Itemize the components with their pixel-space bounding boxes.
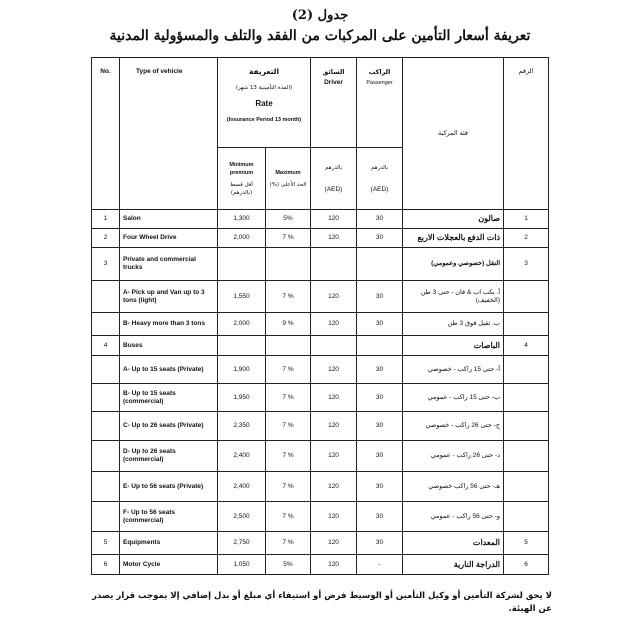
header-rate: [218, 58, 311, 148]
row-passenger: 30: [357, 281, 403, 313]
row-type: B- Heavy more than 3 tons: [120, 313, 218, 336]
row-num: 1: [504, 210, 549, 229]
row-max: 7 %: [266, 356, 311, 384]
row-driver: 120: [311, 412, 357, 441]
row-passenger: 30: [357, 356, 403, 384]
table-row: [92, 336, 549, 356]
row-category: أ. بكب اب & فان - حتى 3 طن (الخفيف): [403, 281, 504, 313]
row-passenger: 30: [357, 313, 403, 336]
row-type: Buses: [120, 336, 218, 356]
row-no: [92, 412, 120, 441]
row-no: 5: [92, 532, 120, 555]
row-no: [92, 472, 120, 502]
table-row: [92, 555, 549, 575]
table-row: [92, 441, 549, 472]
row-passenger: 30: [357, 210, 403, 229]
row-type: Four Wheel Drive: [120, 229, 218, 248]
header-driver-en: Driver: [324, 79, 343, 86]
row-passenger: 30: [357, 472, 403, 502]
table-row: [92, 210, 549, 229]
row-num: [504, 313, 549, 336]
row-max: 7 %: [266, 384, 311, 412]
row-no: [92, 313, 120, 336]
rates-table: [91, 57, 549, 575]
row-category: الباصات: [403, 336, 504, 356]
row-max: 5%: [266, 210, 311, 229]
row-type: Salon: [120, 210, 218, 229]
row-max: 9 %: [266, 313, 311, 336]
row-passenger: 30: [357, 412, 403, 441]
header-min-ar: أقل قسط (بالدرهم): [230, 181, 253, 196]
row-no: [92, 441, 120, 472]
row-num: [504, 412, 549, 441]
row-passenger: 30: [357, 502, 403, 532]
row-max: 7 %: [266, 281, 311, 313]
row-max: 7 %: [266, 472, 311, 502]
row-min: 2,500: [218, 502, 266, 532]
header-max-ar: الحد الأعلى (%): [269, 181, 307, 188]
row-type: D- Up to 26 seats (commercial): [120, 441, 218, 472]
header-passenger-unit-ar: بالدرهم: [371, 164, 389, 171]
row-type: Private and commercial trucks: [120, 248, 218, 281]
table-row: [92, 472, 549, 502]
table-row: [92, 313, 549, 336]
header-driver: [311, 58, 357, 148]
row-driver: 120: [311, 555, 357, 575]
row-max: 7 %: [266, 229, 311, 248]
row-type: Motor Cycle: [120, 555, 218, 575]
header-period-ar: (المدة التأمينية 13 شهر): [235, 85, 293, 91]
row-num: 4: [504, 336, 549, 356]
row-driver: 120: [311, 281, 357, 313]
row-driver: 120: [311, 229, 357, 248]
row-category: ب- حتى 15 راكب - عمومي: [403, 384, 504, 412]
row-min: 2,350: [218, 412, 266, 441]
row-no: [92, 356, 120, 384]
table-row: [92, 356, 549, 384]
header-no: No.: [92, 58, 120, 210]
row-max: 7 %: [266, 532, 311, 555]
row-min: 1,900: [218, 356, 266, 384]
header-max-en: Maximum: [275, 169, 301, 176]
header-min-premium: [218, 148, 266, 210]
header-category-ar: فئة المركبة: [403, 58, 504, 210]
row-num: [504, 441, 549, 472]
row-driver: 120: [311, 210, 357, 229]
table-row: [92, 248, 549, 281]
row-passenger: [357, 336, 403, 356]
header-driver-aed: (AED): [324, 185, 343, 193]
row-passenger: -: [357, 555, 403, 575]
row-passenger: 30: [357, 441, 403, 472]
table-row: [92, 229, 549, 248]
header-number-ar: الرقم: [504, 58, 549, 210]
row-no: 1: [92, 210, 120, 229]
row-no: 4: [92, 336, 120, 356]
footer-note: لا يحق لشركة التأمين أو وكيل التأمين أو الوسيط فرض أو استيفاء أي مبلغ أو بدل إضافي إلا بموجب قرار يصدر عن الهيئة.: [92, 591, 552, 614]
row-num: 6: [504, 555, 549, 575]
row-type: E- Up to 56 seats (Private): [120, 472, 218, 502]
row-no: 2: [92, 229, 120, 248]
row-type: Equipments: [120, 532, 218, 555]
row-category: النقل (خصوصي وعمومي): [403, 248, 504, 281]
row-passenger: [357, 248, 403, 281]
table-row: [92, 532, 549, 555]
row-min: 1,550: [218, 281, 266, 313]
header-period-en: (Insurance Period 13 month): [226, 117, 302, 123]
row-driver: [311, 248, 357, 281]
row-no: [92, 281, 120, 313]
row-driver: 120: [311, 472, 357, 502]
row-driver: 120: [311, 384, 357, 412]
row-max: [266, 336, 311, 356]
table-row: [92, 281, 549, 313]
row-min: [218, 336, 266, 356]
row-min: 2,000: [218, 313, 266, 336]
row-min: 2,400: [218, 472, 266, 502]
header-tariff-ar: التعريفة: [248, 67, 280, 76]
row-no: [92, 502, 120, 532]
row-min: 1,950: [218, 384, 266, 412]
row-max: 7 %: [266, 502, 311, 532]
row-no: 3: [92, 248, 120, 281]
header-driver-unit-ar: بالدرهم: [325, 164, 343, 171]
table-row: [92, 412, 549, 441]
header-row-top: [92, 58, 549, 148]
header-type-of-vehicle: Type of vehicle: [120, 58, 218, 210]
table-number: جدول (2): [291, 8, 349, 23]
row-max: 5%: [266, 555, 311, 575]
row-num: [504, 384, 549, 412]
row-num: 3: [504, 248, 549, 281]
row-category: الدراجة النارية: [403, 555, 504, 575]
row-min: 1,300: [218, 210, 266, 229]
row-driver: 120: [311, 441, 357, 472]
row-category: المعدات: [403, 532, 504, 555]
header-passenger-ar: الراكب: [368, 68, 391, 76]
row-num: [504, 472, 549, 502]
header-max: [266, 148, 311, 210]
row-min: 1,050: [218, 555, 266, 575]
header-passenger-unit: [357, 148, 403, 210]
header-passenger-aed: (AED): [370, 185, 389, 193]
header-rate-en: Rate: [255, 99, 273, 108]
row-min: 2,750: [218, 532, 266, 555]
row-driver: [311, 336, 357, 356]
row-no: 6: [92, 555, 120, 575]
row-category: ب. ثقيل فوق 3 طن: [403, 313, 504, 336]
row-min: 2,400: [218, 441, 266, 472]
row-num: [504, 281, 549, 313]
table-row: [92, 384, 549, 412]
row-category: د- حتى 26 راكب - عمومي: [403, 441, 504, 472]
document-title: تعريفة أسعار التأمين على المركبات من الفقد والتلف والمسؤولية المدنية: [109, 28, 531, 44]
header-passenger-en: Passenger: [366, 80, 393, 86]
row-num: 5: [504, 532, 549, 555]
row-passenger: 30: [357, 229, 403, 248]
row-max: 7 %: [266, 412, 311, 441]
row-driver: 120: [311, 356, 357, 384]
header-passenger: [357, 58, 403, 148]
row-type: A- Up to 15 seats (Private): [120, 356, 218, 384]
row-num: [504, 356, 549, 384]
row-type: A- Pick up and Van up to 3 tons (light): [120, 281, 218, 313]
row-type: B- Up to 15 seats (commercial): [120, 384, 218, 412]
header-driver-unit: [311, 148, 357, 210]
row-passenger: 30: [357, 532, 403, 555]
row-driver: 120: [311, 502, 357, 532]
row-category: ذات الدفع بالعجلات الاربع: [403, 229, 504, 248]
row-passenger: 30: [357, 384, 403, 412]
row-no: [92, 384, 120, 412]
row-driver: 120: [311, 532, 357, 555]
row-num: 2: [504, 229, 549, 248]
row-category: صالون: [403, 210, 504, 229]
row-category: أ- حتى 15 راكب - خصوصي: [403, 356, 504, 384]
row-max: 7 %: [266, 441, 311, 472]
row-type: F- Up to 56 seats (commercial): [120, 502, 218, 532]
row-min: 2,000: [218, 229, 266, 248]
row-num: [504, 502, 549, 532]
header-driver-ar: السائق: [322, 68, 345, 76]
row-category: ج- حتى 26 راكب - خصوصي: [403, 412, 504, 441]
row-type: C- Up to 26 seats (Private): [120, 412, 218, 441]
table-row: [92, 502, 549, 532]
row-max: [266, 248, 311, 281]
row-category: هـ- حتى 56 راكب خصوصي: [403, 472, 504, 502]
header-min-en: Minimum premium: [229, 161, 254, 176]
row-driver: 120: [311, 313, 357, 336]
row-min: [218, 248, 266, 281]
row-category: و- حتى 56 راكب - عمومي: [403, 502, 504, 532]
